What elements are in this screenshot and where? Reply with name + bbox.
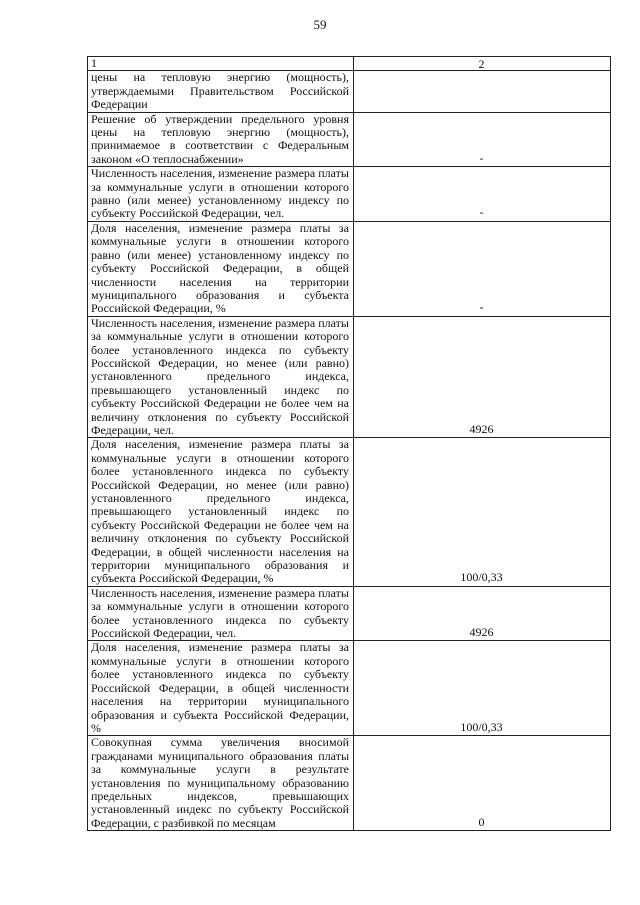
page-number: 59 — [313, 17, 327, 32]
row-value: 0 — [354, 736, 611, 831]
column-header-2: 2 — [354, 57, 611, 71]
row-value: 4926 — [354, 586, 611, 641]
row-label: Численность населения, изменение размера платы за коммунальные услуги в отношении которого более установленного индекса по субъекту Российской Федерации, но менее (или равно) установленного предельного индекса, превышающего установленный индекс по субъекту Российской Федерации не более чем на величину отклонения по субъекту Российской Федерации, чел. — [88, 316, 354, 438]
row-value — [354, 71, 611, 112]
table-row — [88, 167, 611, 222]
table-row — [88, 316, 611, 438]
table-row — [88, 736, 611, 831]
row-value: 100/0,33 — [354, 641, 611, 736]
row-label: Численность населения, изменение размера платы за коммунальные услуги в отношении которого равно (или менее) установленному индексу по субъекту Российской Федерации, чел. — [88, 167, 354, 222]
table-row — [88, 438, 611, 586]
row-label: Доля населения, изменение размера платы за коммунальные услуги в отношении которого более установленного индекса по субъекту Российской Федерации, в общей численности населения на территории муниципального образования и субъекта Российской Федерации, % — [88, 641, 354, 736]
table-row — [88, 71, 611, 112]
row-label: Численность населения, изменение размера платы за коммунальные услуги в отношении которого более установленного индекса по субъекту Российской Федерации, чел. — [88, 586, 354, 641]
row-label: Решение об утверждении предельного уровня цены на тепловую энергию (мощность), принимаемое в соответствии с Федеральным законом «О теплоснабжении» — [88, 112, 354, 167]
row-label: Доля населения, изменение размера платы за коммунальные услуги в отношении которого более установленного индекса по субъекту Российской Федерации, но менее (или равно) установленного предельного индекса, превышающего установленный индекс по субъекту Российской Федерации не более чем на величину отклонения по субъекту Российской Федерации, в общей численности населения на территории муниципального образования и субъекта Российской Федерации, % — [88, 438, 354, 586]
table-row — [88, 641, 611, 736]
table-header-row — [88, 57, 611, 71]
column-header-1: 1 — [88, 57, 354, 71]
row-value: - — [354, 112, 611, 167]
row-value: - — [354, 167, 611, 222]
row-label: Доля населения, изменение размера платы за коммунальные услуги в отношении которого равно (или менее) установленному индексу по субъекту Российской Федерации, в общей численности населения на территории муниципального образования и субъекта Российской Федерации, % — [88, 221, 354, 316]
row-label: цены на тепловую энергию (мощность), утверждаемыми Правительством Российской Федерации — [88, 71, 354, 112]
table-row — [88, 586, 611, 641]
row-value: 100/0,33 — [354, 438, 611, 586]
row-label: Совокупная сумма увеличения вносимой гражданами муниципального образования платы за коммунальные услуги в результате установления по муниципальному образованию предельных индексов, превышающих установленный индекс по субъекту Российской Федерации, с разбивкой по месяцам — [88, 736, 354, 831]
table-row — [88, 221, 611, 316]
table-row — [88, 112, 611, 167]
row-value: 4926 — [354, 316, 611, 438]
row-value: - — [354, 221, 611, 316]
data-table — [87, 56, 611, 831]
